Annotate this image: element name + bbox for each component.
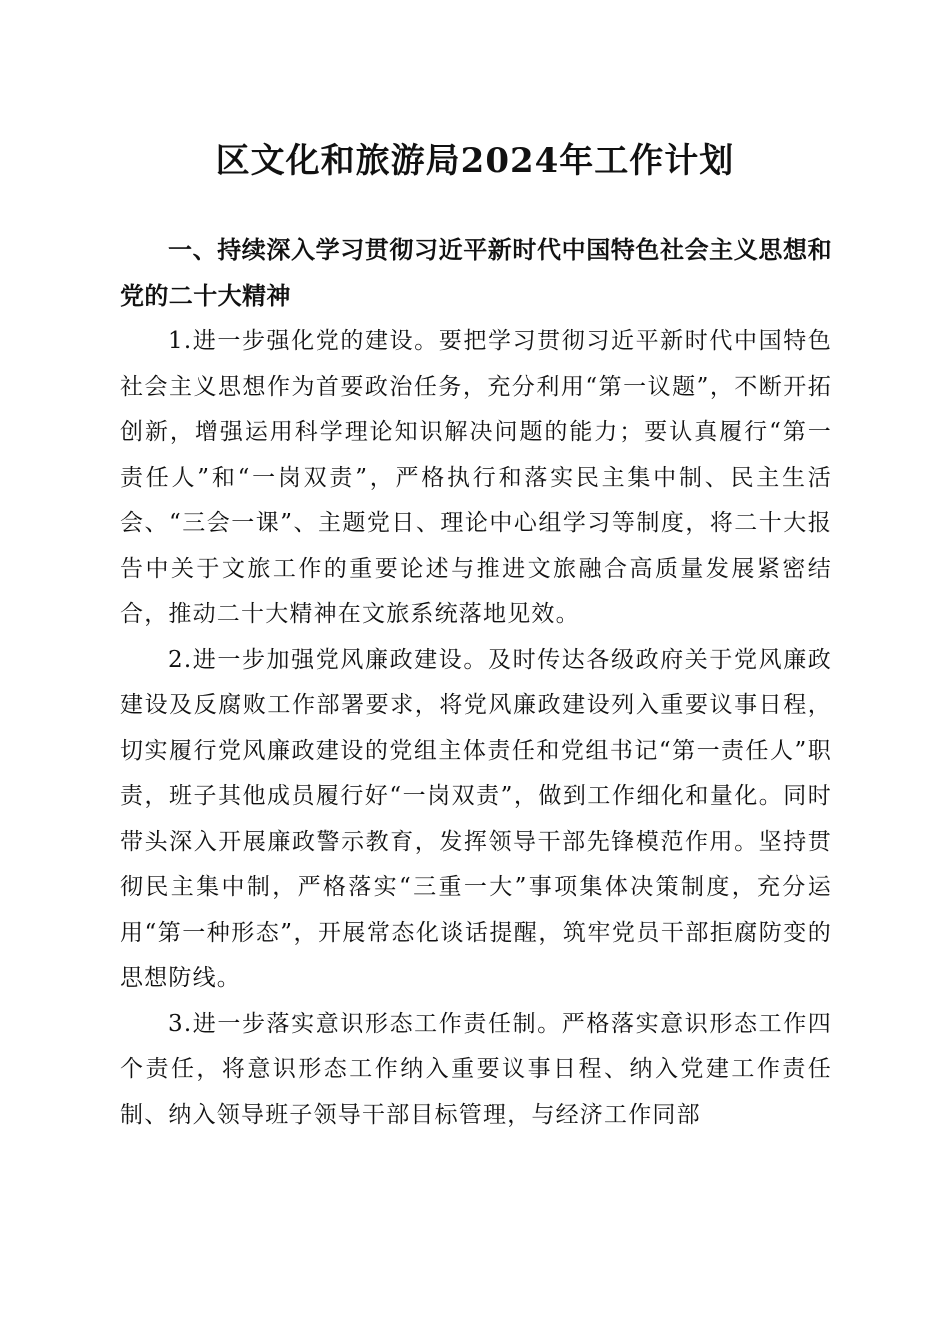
document-body — [120, 228, 832, 1138]
section-heading: 一、持续深入学习贯彻习近平新时代中国特色社会主义思想和党的二十大精神 — [120, 236, 832, 310]
paragraph-3: 3.进一步落实意识形态工作责任制。严格落实意识形态工作四个责任，将意识形态工作纳入重要议事日程、纳入党建工作责任制、纳入领导班子领导干部目标管理，与经济工作同部 — [120, 1010, 832, 1128]
document-title: 区文化和旅游局2024年工作计划 — [215, 141, 735, 181]
paragraph-2: 2.进一步加强党风廉政建设。及时传达各级政府关于党风廉政建设及反腐败工作部署要求，将党风廉政建设列入重要议事日程，切实履行党风廉政建设的党组主体责任和党组书记“第一责任人”职责，班子其他成员履行好“一岗双责”，做到工作细化和量化。同时带头深入开展廉政警示教育，发挥领导干部先锋模范作用。坚持贯彻民主集中制，严格落实“三重一大”事项集体决策制度，充分运用“第一种形态”，开展常态化谈话提醒，筑牢党员干部拒腐防变的思想防线。 — [120, 646, 832, 991]
paragraph-1: 1.进一步强化党的建设。要把学习贯彻习近平新时代中国特色社会主义思想作为首要政治任务，充分利用“第一议题”，不断开拓创新，增强运用科学理论知识解决问题的能力；要认真履行“第一责任人”和“一岗双责”，严格执行和落实民主集中制、民主生活会、“三会一课”、主题党日、理论中心组学习等制度，将二十大报告中关于文旅工作的重要论述与推进文旅融合高质量发展紧密结合，推动二十大精神在文旅系统落地见效。 — [120, 328, 832, 627]
